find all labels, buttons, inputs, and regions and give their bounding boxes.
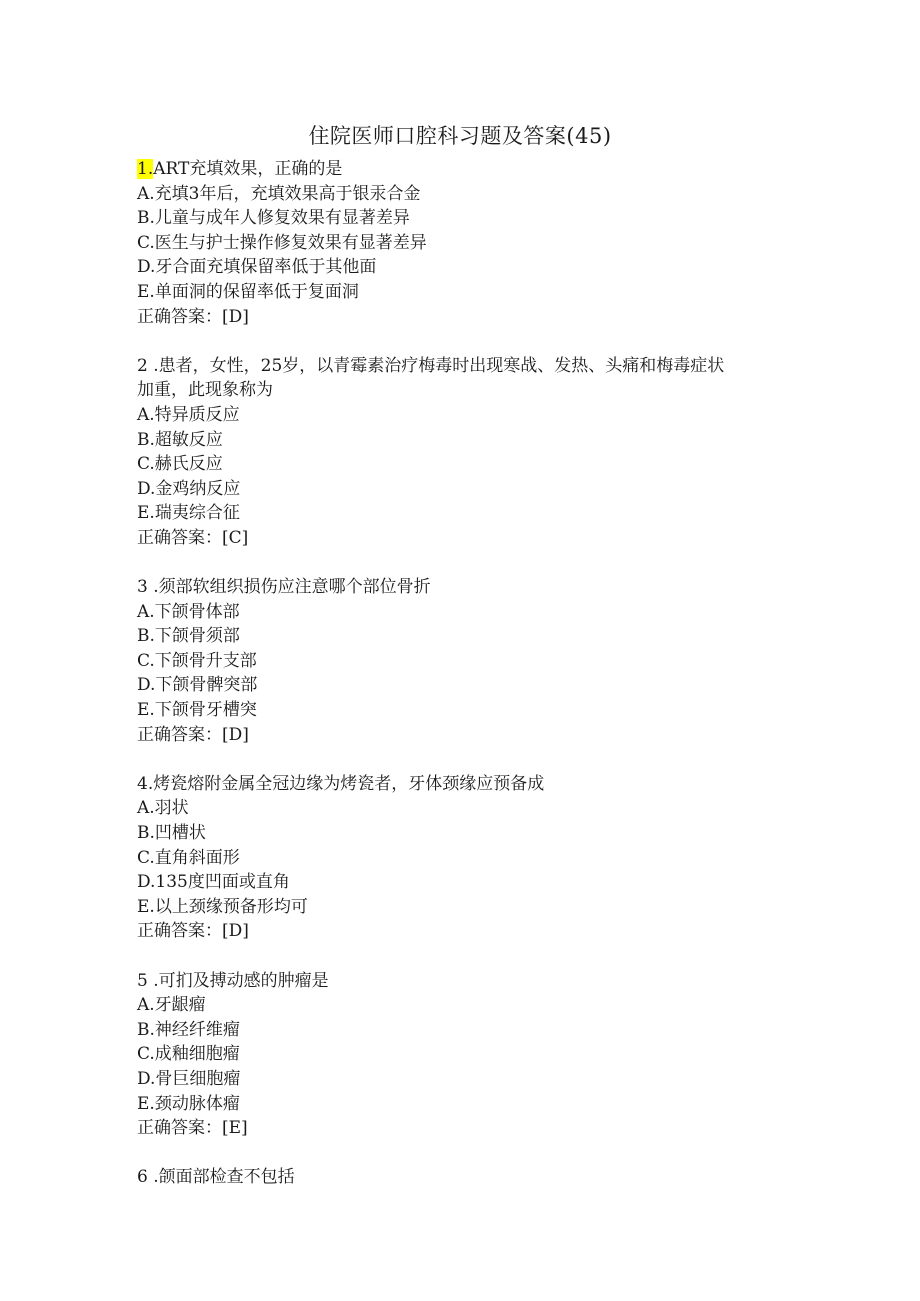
question-number: 6 .: [137, 1167, 159, 1188]
option-d: D.金鸡纳反应: [137, 478, 241, 499]
option-a: A.牙龈瘤: [137, 995, 206, 1016]
option-c: C.下颌骨升支部: [137, 650, 257, 671]
option-e: E.颈动脉体瘤: [137, 1093, 240, 1114]
correct-answer: 正确答案：[D]: [137, 724, 249, 745]
option-a: A.充填3年后，充填效果高于银汞合金: [137, 183, 421, 204]
option-e: E.瑞夷综合征: [137, 503, 240, 524]
question-text: 可扪及搏动感的肿瘤是: [158, 970, 329, 991]
option-e: E.以上颈缘预备形均可: [137, 896, 308, 917]
question-number: 5 .: [137, 970, 159, 991]
option-b: B.凹槽状: [137, 823, 206, 844]
question-number-highlight: 1.: [137, 159, 154, 179]
correct-answer: 正确答案：[C]: [137, 527, 249, 548]
question-number: 3 .: [137, 577, 159, 598]
question-text: 患者，女性，25岁，以青霉素治疗梅毒时出现寒战、发热、头痛和梅毒症状: [158, 355, 725, 376]
spacer: [137, 944, 797, 969]
question-number: 2 .: [137, 355, 159, 376]
option-b: B.神经纤维瘤: [137, 1019, 240, 1040]
option-d: D.牙合面充填保留率低于其他面: [137, 257, 377, 278]
question-4: [137, 772, 797, 944]
question-text: ART充填效果，正确的是: [153, 159, 343, 179]
option-e: E.单面洞的保留率低于复面洞: [137, 281, 359, 302]
question-stem: [137, 1165, 797, 1190]
page-title: 住院医师口腔科习题及答案(45): [308, 124, 612, 148]
question-stem: [137, 772, 797, 797]
question-text: 颌面部检查不包括: [158, 1167, 295, 1188]
question-number: 4.: [137, 773, 154, 794]
option-d: D.135度凹面或直角: [137, 872, 290, 893]
option-d: D.下颌骨髀突部: [137, 675, 258, 696]
option-e: E.下颌骨牙槽突: [137, 700, 257, 721]
spacer: [137, 747, 797, 772]
option-b: B.儿童与成年人修复效果有显著差异: [137, 208, 410, 229]
option-d: D.骨巨细胞瘤: [137, 1068, 241, 1089]
question-stem: [137, 157, 797, 182]
option-a: A.羽状: [137, 798, 189, 819]
question-list: [137, 157, 797, 1190]
question-3: [137, 575, 797, 747]
question-text: 须部软组织损伤应注意哪个部位骨折: [158, 577, 431, 598]
question-1: [137, 157, 797, 329]
option-c: C.直角斜面形: [137, 847, 240, 868]
question-stem: [137, 969, 797, 994]
spacer: [137, 1141, 797, 1166]
correct-answer: 正确答案：[D]: [137, 921, 249, 942]
correct-answer: 正确答案：[D]: [137, 306, 249, 327]
option-c: C.赫氏反应: [137, 454, 223, 475]
correct-answer: 正确答案：[E]: [137, 1118, 248, 1139]
option-b: B.下颌骨须部: [137, 626, 240, 647]
question-stem: [137, 575, 797, 600]
option-b: B.超敏反应: [137, 429, 223, 450]
question-stem-continued: 加重，此现象称为: [137, 380, 273, 401]
question-2: [137, 354, 797, 551]
question-text: 烤瓷熔附金属全冠边缘为烤瓷者，牙体颈缘应预备成: [153, 773, 545, 794]
option-a: A.特异质反应: [137, 404, 240, 425]
spacer: [137, 551, 797, 576]
option-c: C.医生与护士操作修复效果有显著差异: [137, 232, 427, 253]
question-5: [137, 969, 797, 1141]
question-stem: [137, 354, 797, 379]
option-a: A.下颌骨体部: [137, 601, 240, 622]
option-c: C.成釉细胞瘤: [137, 1044, 240, 1065]
question-6: [137, 1165, 797, 1190]
spacer: [137, 329, 797, 354]
